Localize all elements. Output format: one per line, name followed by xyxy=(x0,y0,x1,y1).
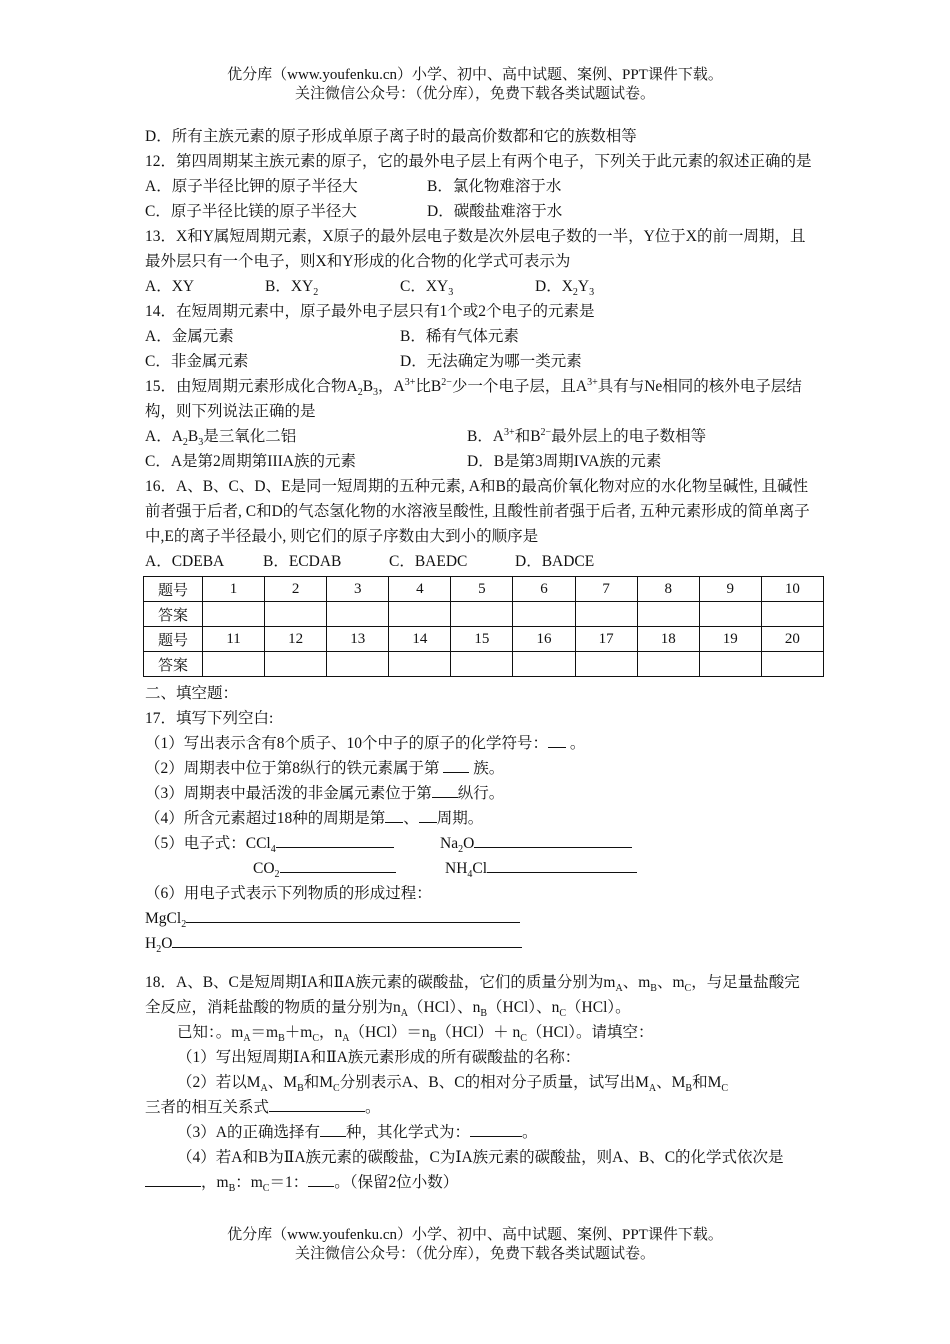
q16-option-a: A．CDEBA xyxy=(145,553,225,570)
q13-stem: 13．X和Y属短周期元素，X原子的最外层电子数是次外层电子数的一半，Y位于X的前一周期，且最外层只有一个电子，则X和Y形成的化合物的化学式可表示为 xyxy=(145,228,806,270)
answer-cell[interactable] xyxy=(761,652,823,677)
answer-cell[interactable] xyxy=(389,652,451,677)
answer-cell[interactable] xyxy=(203,652,265,677)
q17-part-6-h2o: $H_2O$ xyxy=(145,931,815,956)
table-cell: 4 xyxy=(389,577,451,602)
answer-cell[interactable] xyxy=(451,602,513,627)
table-cell-label: 题号 xyxy=(144,627,203,652)
answer-cell[interactable] xyxy=(637,652,699,677)
answer-blank[interactable] xyxy=(470,1120,522,1137)
answer-blank[interactable] xyxy=(308,1170,334,1187)
q16-options xyxy=(145,549,815,574)
table-cell: 14 xyxy=(389,627,451,652)
q15-stem: 15．由短周期元素形成化合物$A_2B_3$，$A^{3+}$比$B^{2-}$少一个电子层，且$A^{3+}$具有与Ne相同的核外电子层结构，则下列说法正确的是 xyxy=(145,376,802,420)
table-row-numbers-1 xyxy=(144,577,824,602)
header-line-2: 关注微信公众号：（优分库），免费下载各类试题试卷。 xyxy=(294,86,655,102)
q11-option-d: D．所有主族元素的原子形成单原子离子时的最高价数都和它的族数相等 xyxy=(145,128,637,145)
answer-cell[interactable] xyxy=(761,602,823,627)
q18-part-2: （2）若以$M_A$、$M_B$和$M_C$分别表示A、B、C的相对分子质量，试写出$M_A$、$M_B$和$M_C$ xyxy=(177,1074,729,1095)
q17-part-6: （6）用电子式表示下列物质的形成过程： xyxy=(145,885,432,902)
answer-blank[interactable] xyxy=(320,1120,346,1137)
answer-blank[interactable] xyxy=(474,831,632,848)
answer-blank[interactable] xyxy=(269,1095,365,1112)
q12-stem: 12．第四周期某主族元素的原子，它的最外电子层上有两个电子，下列关于此元素的叙述正确的是 xyxy=(145,153,812,170)
table-cell: 11 xyxy=(203,627,265,652)
q15-option-c: C．A是第2周期第IIIA族的元素 xyxy=(145,453,356,470)
q17-part-3: （3）周期表中最活泼的非金属元素位于第 纵行。 xyxy=(145,781,815,806)
header-line-1: 优分库（www.youfenku.cn）小学、初中、高中试题、案例、PPT课件下载。 xyxy=(227,67,723,83)
answer-cell[interactable] xyxy=(327,652,389,677)
table-cell: 13 xyxy=(327,627,389,652)
q15-option-d: D．B是第3周期IVA族的元素 xyxy=(467,453,662,470)
q12-options-row-2 xyxy=(145,199,815,224)
q13-option-a: A．XY xyxy=(145,278,195,295)
table-cell-label: 答案 xyxy=(144,652,203,677)
answer-blank[interactable] xyxy=(276,831,394,848)
answer-blank[interactable] xyxy=(487,856,637,873)
table-cell: 2 xyxy=(265,577,327,602)
table-cell: 18 xyxy=(637,627,699,652)
table-cell: 6 xyxy=(513,577,575,602)
exam-body xyxy=(145,124,815,1195)
table-cell: 19 xyxy=(699,627,761,652)
table-cell-label: 题号 xyxy=(144,577,203,602)
answer-cell[interactable] xyxy=(513,602,575,627)
q16-option-d: D．BADCE xyxy=(515,553,595,570)
q14-option-b: B．稀有气体元素 xyxy=(400,328,519,345)
q15-options-row-1 xyxy=(145,424,815,449)
table-cell: 3 xyxy=(327,577,389,602)
q18-part-4: （4）若A和B为ⅡA族元素的碳酸盐，C为ⅠA族元素的碳酸盐，则A、B、C的化学式依次是，$m_B$：$m_C=1$： 。（保留2位小数） xyxy=(145,1145,815,1195)
answer-blank[interactable] xyxy=(145,1170,201,1187)
table-cell: 1 xyxy=(203,577,265,602)
table-cell-label: 答案 xyxy=(144,602,203,627)
q17-part-5-row-2: $CO_2$ $NH_4Cl$ xyxy=(145,856,815,881)
table-cell: 8 xyxy=(637,577,699,602)
table-cell: 15 xyxy=(451,627,513,652)
page-footer xyxy=(0,1226,950,1264)
q14-options-row-1 xyxy=(145,324,815,349)
answer-blank[interactable] xyxy=(432,781,458,798)
answer-cell[interactable] xyxy=(451,652,513,677)
q17-part-5-row-1: （5）电子式：CCl$_4$ $Na_2O$ xyxy=(145,831,815,856)
answer-cell[interactable] xyxy=(637,602,699,627)
q18-part-3: （3）A的正确选择有 种，其化学式为： 。 xyxy=(145,1120,815,1145)
q14-options-row-2 xyxy=(145,349,815,374)
answer-cell[interactable] xyxy=(699,602,761,627)
q17-part-4: （4）所含元素超过18种的周期是第 、 周期。 xyxy=(145,806,815,831)
q15-option-a: A．$A_2B_3$是三氧化二铝 xyxy=(145,428,297,449)
q12-option-b: B．氯化物难溶于水 xyxy=(427,178,562,195)
answer-blank[interactable] xyxy=(280,856,396,873)
table-row-answers-2 xyxy=(144,652,824,677)
q16-option-b: B．ECDAB xyxy=(263,553,342,570)
q12-option-c: C．原子半径比镁的原子半径大 xyxy=(145,203,357,220)
answer-blank[interactable] xyxy=(172,931,522,948)
answer-table xyxy=(143,576,824,677)
q13-option-d: D．$X_2Y_3$ xyxy=(535,278,595,299)
q16-option-c: C．BAEDC xyxy=(389,553,468,570)
table-cell: 7 xyxy=(575,577,637,602)
q16-stem: 16．A、B、C、D、E是同一短周期的五种元素, A和B的最高价氧化物对应的水化物呈碱性, 且碱性前者强于后者, C和D的气态氢化物的水溶液呈酸性, 且酸性前者强于后者, 五种元素形成的简单离子中,E的离子半径最小, 则它们的原子序数由大到小的顺序是 xyxy=(145,478,810,545)
table-cell: 9 xyxy=(699,577,761,602)
answer-blank[interactable] xyxy=(186,906,520,923)
q14-option-d: D．无法确定为哪一类元素 xyxy=(400,353,582,370)
answer-cell[interactable] xyxy=(203,602,265,627)
answer-cell[interactable] xyxy=(265,652,327,677)
q12-option-d: D．碳酸盐难溶于水 xyxy=(427,203,563,220)
q17-part-1: （1）写出表示含有8个质子、10个中子的原子的化学符号： 。 xyxy=(145,731,815,756)
table-cell: 20 xyxy=(761,627,823,652)
q18-known: 已知：。$m_A=m_B+m_C$，$n_A(HCl)=n_B(HCl)+ n_C(HCl)$。请填空： xyxy=(177,1024,654,1045)
footer-line-1: 优分库（www.youfenku.cn）小学、初中、高中试题、案例、PPT课件下载。 xyxy=(227,1227,723,1243)
q18-part-1: （1）写出短周期ⅠA和ⅡA族元素形成的所有碳酸盐的名称： xyxy=(177,1049,581,1066)
q13-option-b: B．$XY_2$ xyxy=(265,278,319,299)
answer-cell[interactable] xyxy=(265,602,327,627)
q14-option-c: C．非金属元素 xyxy=(145,353,249,370)
q17-part-6-mgcl2: MgCl$_2$ xyxy=(145,906,815,931)
answer-cell[interactable] xyxy=(513,652,575,677)
answer-blank[interactable] xyxy=(419,806,437,823)
q15-options-row-2 xyxy=(145,449,815,474)
answer-cell[interactable] xyxy=(575,602,637,627)
answer-cell[interactable] xyxy=(575,652,637,677)
table-row-answers-1 xyxy=(144,602,824,627)
table-cell: 17 xyxy=(575,627,637,652)
q13-options xyxy=(145,274,815,299)
table-cell: 12 xyxy=(265,627,327,652)
table-cell: 16 xyxy=(513,627,575,652)
answer-blank[interactable] xyxy=(548,731,566,748)
answer-cell[interactable] xyxy=(327,602,389,627)
q12-option-a: A．原子半径比钾的原子半径大 xyxy=(145,178,358,195)
q18-part-2-cont: 三者的相互关系式 。 xyxy=(145,1095,815,1120)
q13-option-c: C．$XY_3$ xyxy=(400,278,454,299)
q15-option-b: B．$A^{3+}$和$B^{2-}$最外层上的电子数相等 xyxy=(467,426,707,445)
answer-blank[interactable] xyxy=(443,756,469,773)
footer-line-2: 关注微信公众号：（优分库），免费下载各类试题试卷。 xyxy=(294,1246,655,1262)
q17-stem: 17．填写下列空白: xyxy=(145,710,274,727)
q14-option-a: A．金属元素 xyxy=(145,328,234,345)
table-row-numbers-2 xyxy=(144,627,824,652)
page-header xyxy=(0,66,950,104)
section-2-title: 二、填空题： xyxy=(145,685,239,702)
table-cell: 10 xyxy=(761,577,823,602)
q12-options-row-1 xyxy=(145,174,815,199)
table-cell: 5 xyxy=(451,577,513,602)
q14-stem: 14．在短周期元素中，原子最外电子层只有1个或2个电子的元素是 xyxy=(145,303,595,320)
answer-blank[interactable] xyxy=(385,806,403,823)
q18-stem: 18．A、B、C是短周期ⅠA和ⅡA族元素的碳酸盐，它们的质量分别为$m_A$、$m_B$、$m_C$，与足量盐酸完全反应，消耗盐酸的物质的量分别为$n_A(HCl)$、$n_B(HCl)$、$n_C(HCl)$。 xyxy=(145,974,800,1020)
answer-cell[interactable] xyxy=(699,652,761,677)
answer-cell[interactable] xyxy=(389,602,451,627)
q17-part-2: （2）周期表中位于第8纵行的铁元素属于第 族。 xyxy=(145,756,815,781)
